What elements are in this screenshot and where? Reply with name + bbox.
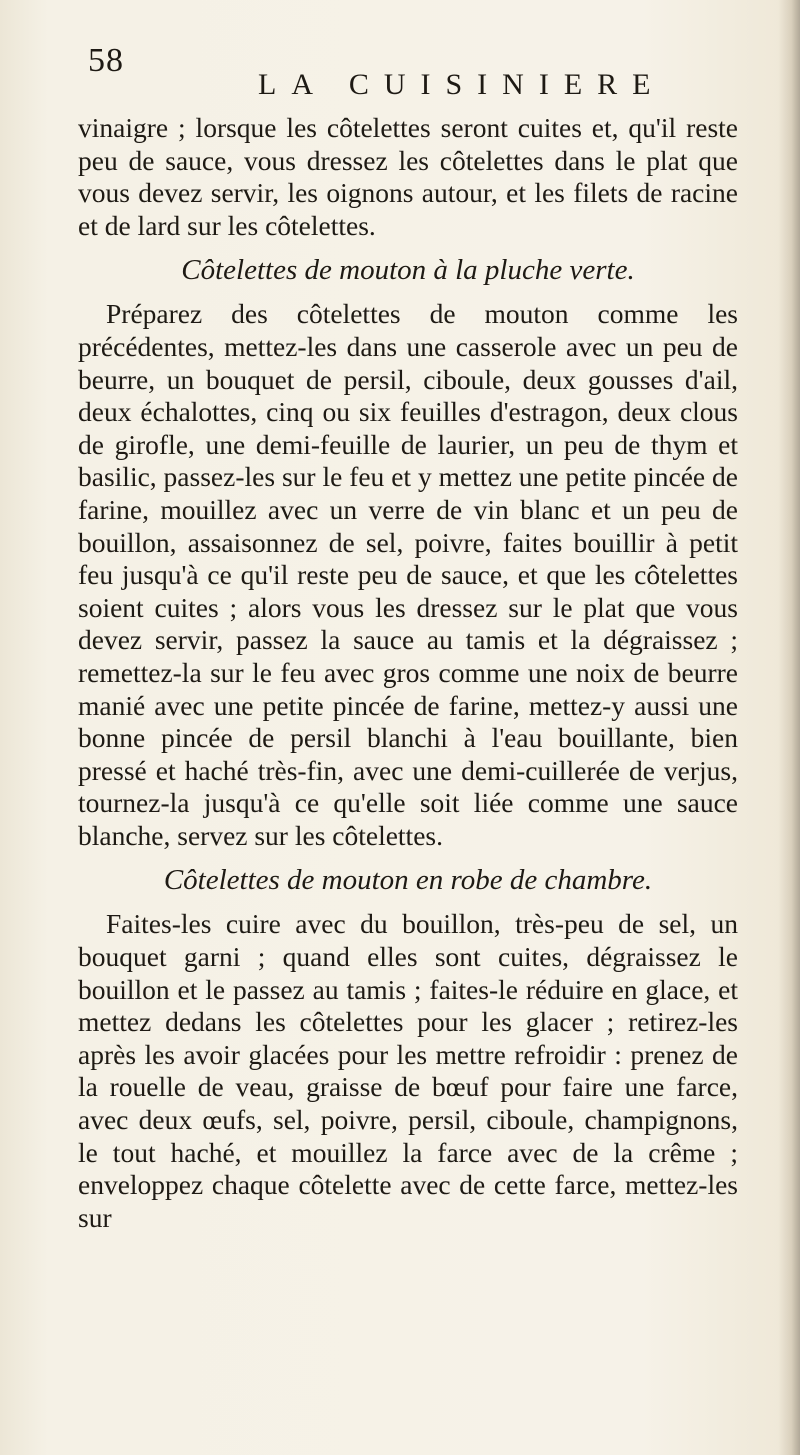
- running-head: LA CUISINIERE: [258, 68, 666, 101]
- section-text-robe-de-chambre: Faites-les cuire avec du bouillon, très-peu de sel, un bouquet garni ; quand elles sont cuites, dégraissez le bouillon et le passez au tamis ; faites-le réduire en glace, et mettez dedans les côtelettes pour les glacer ; retirez-les après les avoir glacées pour les mettre refroidir : prenez de la rouelle de veau, graisse de bœuf pour faire une farce, avec deux œufs, sel, poivre, persil, ciboule, champignons, le tout haché, et mouillez la farce avec de la crême ; enveloppez chaque côtelette avec de cette farce, mettez-les sur: [78, 908, 738, 1233]
- page-number: 58: [88, 42, 124, 79]
- page-edge-shadow: [778, 0, 800, 1455]
- page-header: [88, 42, 738, 101]
- section-title-robe-de-chambre: Côtelettes de mouton en robe de chambre.: [163, 864, 653, 897]
- paragraph-continuation: vinaigre ; lorsque les côtelettes seront cuites et, qu'il reste peu de sauce, vous dressez les côtelettes dans le plat que vous devez servir, les oignons autour, et les filets de racine et de lard sur les côtelettes.: [78, 112, 738, 241]
- section-text-pluche-verte: Préparez des côtelettes de mouton comme les précédentes, mettez-les dans une casserole avec un peu de beurre, un bouquet de persil, ciboule, deux gousses d'ail, deux échalottes, cinq ou six feuilles d'estragon, deux clous de girofle, une demi-feuille de laurier, un peu de thym et basilic, passez-les sur le feu et y mettez une petite pincée de farine, mouillez avec un verre de vin blanc et un peu de bouillon, assaisonnez de sel, poivre, faites bouillir à petit feu jusqu'à ce qu'il reste peu de sauce, et que les côtelettes soient cuites ; alors vous les dressez sur le plat que vous devez servir, passez la sauce au tamis et la dégraissez ; remettez-la sur le feu avec gros comme une noix de beurre manié avec une petite pincée de farine, mettez-y aussi une bonne pincée de persil blanchi à l'eau bouillante, bien pressé et haché très-fin, avec une demi-cuillerée de verjus, tournez-la jusqu'à ce qu'elle soit liée comme une sauce blanche, servez sur les côtelettes.: [78, 298, 738, 851]
- section-title-pluche-verte: Côtelettes de mouton à la pluche verte.: [181, 254, 635, 287]
- page-body: [78, 112, 738, 1234]
